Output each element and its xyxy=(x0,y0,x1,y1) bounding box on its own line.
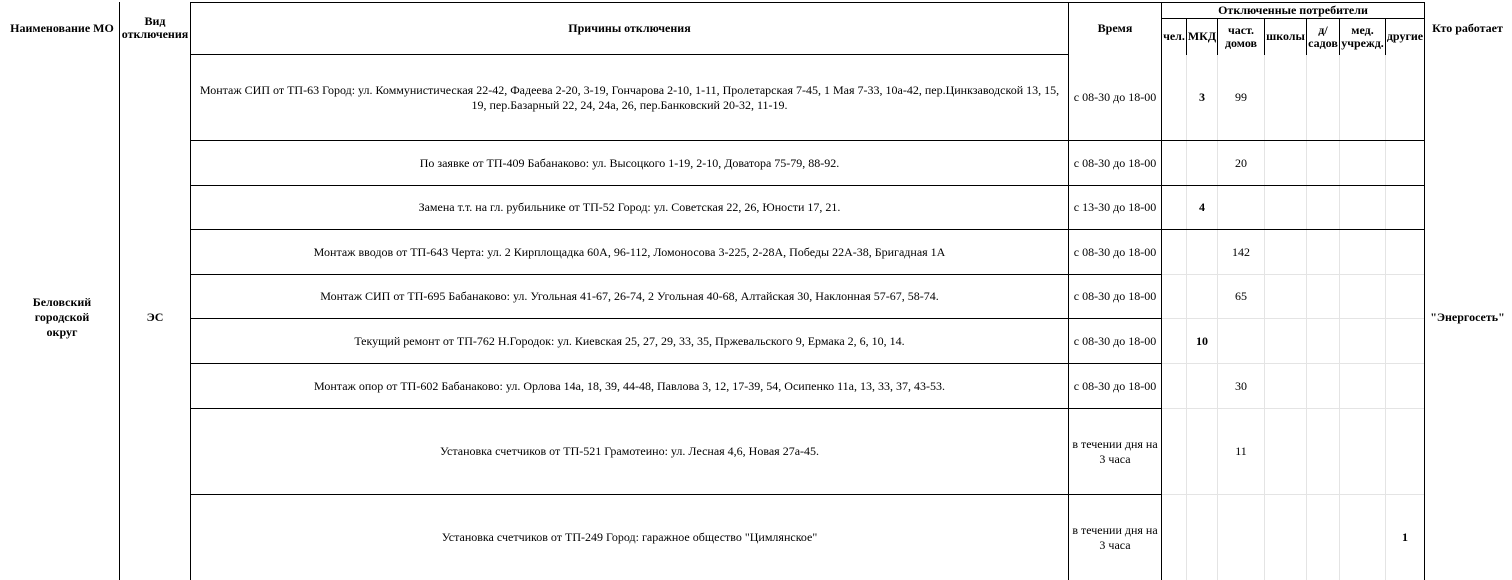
kind-cell: ЭС xyxy=(146,310,164,324)
row-7-private: 30 xyxy=(1235,378,1247,393)
grid-line xyxy=(1162,274,1424,275)
grid-line xyxy=(1186,18,1187,55)
row-9-reason: Установка счетчиков от ТП-249 Город: гаражное общество "Цимлянское" xyxy=(441,530,818,544)
row-8-private: 11 xyxy=(1235,444,1247,458)
header-name-mo: Наименование МО xyxy=(10,20,114,35)
row-5-reason: Монтаж СИП от ТП-695 Бабанаково: ул. Угольная 41-67, 26-74, 2 Угольная 40-68, Алтайская 30, Наклонная 57-67, 58-74. xyxy=(320,289,939,303)
grid-line xyxy=(191,54,1068,55)
mo-name-cell: Беловский городской округ xyxy=(32,295,92,339)
row-1-private: 99 xyxy=(1235,90,1247,104)
grid-line xyxy=(1069,185,1424,186)
grid-line xyxy=(1162,363,1424,364)
grid-line xyxy=(1264,18,1265,55)
header-schools: школы xyxy=(1266,29,1305,43)
grid-line xyxy=(1069,140,1424,141)
row-8-time: в течении дня на 3 часа xyxy=(1072,436,1158,466)
row-1-reason: Монтаж СИП от ТП-63 Город: ул. Коммунистическая 22-42, Фадеева 2-20, 3-19, Гончарова 2-10, 1-11, Пролетарская 7-45, 1 Мая 7-33, 10а-42, пер.Цинкзаводской 13, 15, 19, пер.Базарный 22, 24, 24а, 26, пер.Банковский 20-32, 11-19. xyxy=(199,82,1060,112)
grid-line xyxy=(1069,274,1161,275)
grid-line xyxy=(1424,2,1425,580)
row-6-mkd: 10 xyxy=(1196,333,1208,348)
row-7-reason: Монтаж опор от ТП-602 Бабанаково: ул. Орлова 14а, 18, 39, 44-48, Павлова 3, 12, 17-39, 54, Осипенко 11а, 13, 33, 37, 43-53. xyxy=(314,378,945,393)
grid-line xyxy=(191,318,1068,319)
row-4-reason: Монтаж вводов от ТП-643 Черта: ул. 2 Кирплощадка 60А, 96-112, Ломоносова 3-225, 2-28А, Победы 22А-38, Бригадная 1А xyxy=(313,244,946,259)
row-3-time: с 13-30 до 18-00 xyxy=(1073,200,1157,214)
grid-line xyxy=(1162,408,1424,409)
row-4-private: 142 xyxy=(1232,244,1250,259)
grid-line xyxy=(191,140,1068,141)
row-6-time: с 08-30 до 18-00 xyxy=(1073,333,1157,348)
grid-line xyxy=(1339,18,1340,55)
grid-line xyxy=(191,2,1425,3)
header-kindergartens: д/ садов xyxy=(1308,22,1338,50)
grid-line xyxy=(1069,318,1161,319)
row-5-time: с 08-30 до 18-00 xyxy=(1073,289,1157,303)
grid-line xyxy=(1069,408,1161,409)
grid-line xyxy=(1385,18,1386,55)
grid-line xyxy=(1069,363,1161,364)
grid-line xyxy=(1069,229,1425,230)
row-1-mkd: 3 xyxy=(1199,90,1205,104)
header-people: чел. xyxy=(1163,29,1185,43)
row-9-time: в течении дня на 3 часа xyxy=(1072,522,1158,552)
row-2-time: с 08-30 до 18-00 xyxy=(1073,155,1157,170)
grid-line xyxy=(1069,494,1161,495)
header-mkd: МКД xyxy=(1187,29,1217,43)
grid-line xyxy=(191,408,1068,409)
row-3-mkd: 4 xyxy=(1199,200,1205,214)
header-private-houses: част. домов xyxy=(1224,22,1258,50)
row-1-time: с 08-30 до 18-00 xyxy=(1073,90,1157,104)
grid-line xyxy=(191,185,1068,186)
row-6-reason: Текущий ремонт от ТП-762 Н.Городок: ул. Киевская 25, 27, 29, 33, 35, Пржевальского 9, Ермака 2, 6, 10, 14. xyxy=(354,333,905,348)
grid-line xyxy=(1217,18,1218,55)
grid-line xyxy=(191,229,1068,230)
row-8-reason: Установка счетчиков от ТП-521 Грамотеино: ул. Лесная 4,6, Новая 27а-45. xyxy=(439,444,820,458)
header-medical: мед. учрежд. xyxy=(1341,22,1384,50)
row-4-time: с 08-30 до 18-00 xyxy=(1073,244,1157,259)
row-2-private: 20 xyxy=(1235,155,1247,170)
row-7-time: с 08-30 до 18-00 xyxy=(1073,378,1157,393)
row-2-reason: По заявке от ТП-409 Бабанаково: ул. Высоцкого 1-19, 2-10, Доватора 75-79, 88-92. xyxy=(419,155,840,170)
grid-line xyxy=(191,494,1068,495)
header-time: Время xyxy=(1097,20,1133,35)
grid-line xyxy=(191,363,1068,364)
grid-line xyxy=(191,274,1068,275)
contractor-cell: "Энергосеть" xyxy=(1430,310,1505,324)
row-5-private: 65 xyxy=(1235,289,1247,303)
header-reasons: Причины отключения xyxy=(568,20,691,35)
row-9-others: 1 xyxy=(1402,530,1408,544)
header-who-works: Кто работает xyxy=(1432,20,1503,35)
header-consumers: Отключенные потребители xyxy=(1218,2,1368,17)
header-kind: Вид отключения xyxy=(121,14,189,41)
grid-line xyxy=(1306,18,1307,55)
header-others: другие xyxy=(1386,29,1424,43)
grid-line xyxy=(1162,318,1424,319)
grid-line xyxy=(119,2,120,580)
row-3-reason: Замена т.т. на гл. рубильнике от ТП-52 Город: ул. Советская 22, 26, Юности 17, 21. xyxy=(418,200,841,214)
grid-line xyxy=(1162,494,1424,495)
